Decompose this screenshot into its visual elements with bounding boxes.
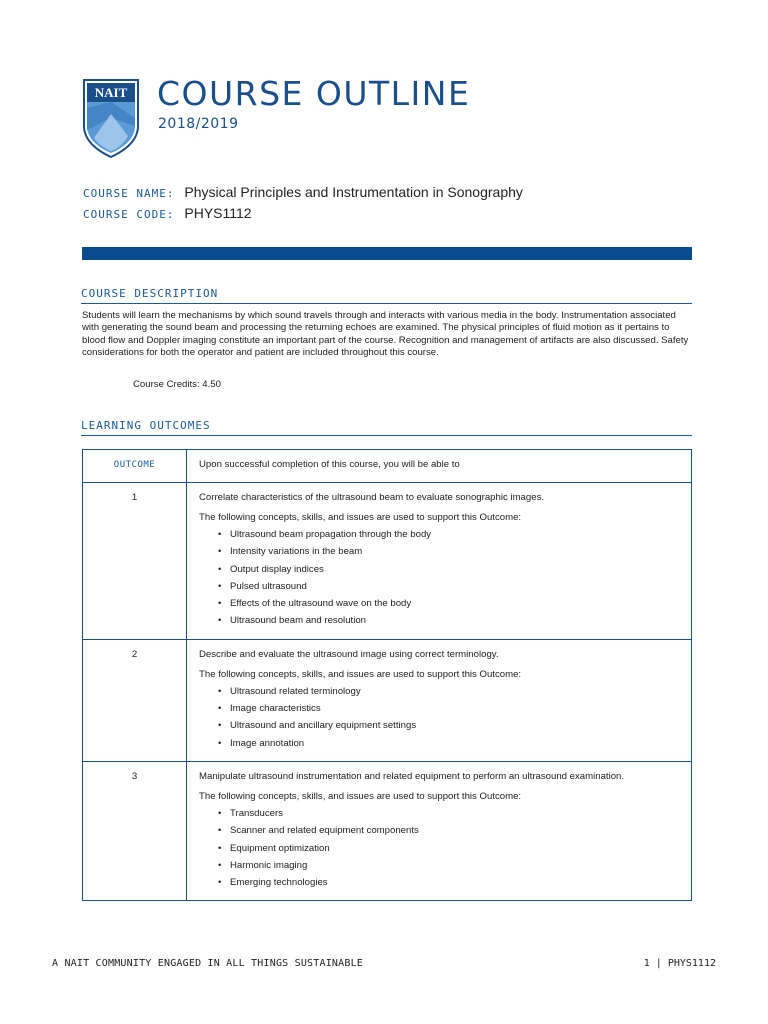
- footer-page-number: 1 | PHYS1112: [643, 958, 716, 969]
- outcome-cell: [187, 483, 692, 640]
- table-row: [83, 639, 692, 761]
- list-item: • Transducers: [230, 805, 679, 822]
- list-item: • Scanner and related equipment components: [230, 822, 679, 839]
- outcome-text: Manipulate ultrasound instrumentation and related equipment to perform an ultrasound examination.: [199, 770, 625, 782]
- academic-year: 2018/2019: [158, 116, 239, 132]
- course-description-heading: COURSE DESCRIPTION: [81, 287, 692, 304]
- outcome-text: Describe and evaluate the ultrasound image using correct terminology.: [199, 648, 499, 660]
- course-credits: Course Credits: 4.50: [133, 379, 221, 390]
- outcome-column-header: OUTCOME: [83, 450, 187, 483]
- list-item: • Effects of the ultrasound wave on the body: [230, 595, 679, 612]
- course-code-row: [83, 205, 252, 221]
- list-item: • Ultrasound beam propagation through the body: [230, 526, 679, 543]
- concept-list: [199, 526, 679, 630]
- outcome-number: 2: [83, 639, 187, 761]
- course-name-row: [83, 184, 523, 200]
- support-text: The following concepts, skills, and issues are used to support this Outcome:: [199, 790, 522, 802]
- nait-logo: [82, 78, 140, 158]
- header-divider-bar: [82, 247, 692, 260]
- outcomes-intro: Upon successful completion of this course, you will be able to: [187, 450, 692, 483]
- support-text: The following concepts, skills, and issues are used to support this Outcome:: [199, 668, 522, 680]
- concept-list: [199, 683, 679, 752]
- table-row: [83, 483, 692, 640]
- outcome-cell: [187, 639, 692, 761]
- list-item: • Ultrasound beam and resolution: [230, 612, 679, 629]
- list-item: • Ultrasound and ancillary equipment settings: [230, 717, 679, 734]
- table-row: [83, 761, 692, 900]
- list-item: • Ultrasound related terminology: [230, 683, 679, 700]
- outcome-number: 3: [83, 761, 187, 900]
- list-item: • Pulsed ultrasound: [230, 578, 679, 595]
- outcome-cell: [187, 761, 692, 900]
- concept-list: [199, 805, 679, 891]
- outcome-number: 1: [83, 483, 187, 640]
- footer-tagline: A NAIT COMMUNITY ENGAGED IN ALL THINGS SUSTAINABLE: [52, 958, 364, 969]
- list-item: • Output display indices: [230, 561, 679, 578]
- table-header-row: [83, 450, 692, 483]
- course-code-label: COURSE CODE:: [83, 208, 175, 221]
- logo-text: NAIT: [94, 85, 128, 100]
- page-title: COURSE OUTLINE: [157, 74, 471, 113]
- course-name-value: Physical Principles and Instrumentation in Sonography: [184, 184, 523, 200]
- course-description-text: Students will learn the mechanisms by which sound travels through and interacts with various media in the body. Instrumentation associated with generating the sound beam and processing the returning echoes are examined. The physical principles of fluid motion as it pertains to blood flow and Doppler imaging constitute an important part of the course. Recognition and management of artifacts are also discussed. Safety considerations for both the operator and patient are included throughout this course.: [82, 310, 689, 359]
- course-code-value: PHYS1112: [184, 205, 252, 221]
- list-item: • Harmonic imaging: [230, 857, 679, 874]
- course-name-label: COURSE NAME:: [83, 187, 175, 200]
- outcome-text: Correlate characteristics of the ultrasound beam to evaluate sonographic images.: [199, 492, 545, 503]
- support-text: The following concepts, skills, and issues are used to support this Outcome:: [199, 512, 522, 523]
- list-item: • Image characteristics: [230, 700, 679, 717]
- list-item: • Image annotation: [230, 735, 679, 752]
- list-item: • Emerging technologies: [230, 874, 679, 891]
- list-item: • Intensity variations in the beam: [230, 543, 679, 560]
- outcomes-table: [82, 449, 692, 901]
- learning-outcomes-heading: LEARNING OUTCOMES: [81, 419, 692, 436]
- list-item: • Equipment optimization: [230, 840, 679, 857]
